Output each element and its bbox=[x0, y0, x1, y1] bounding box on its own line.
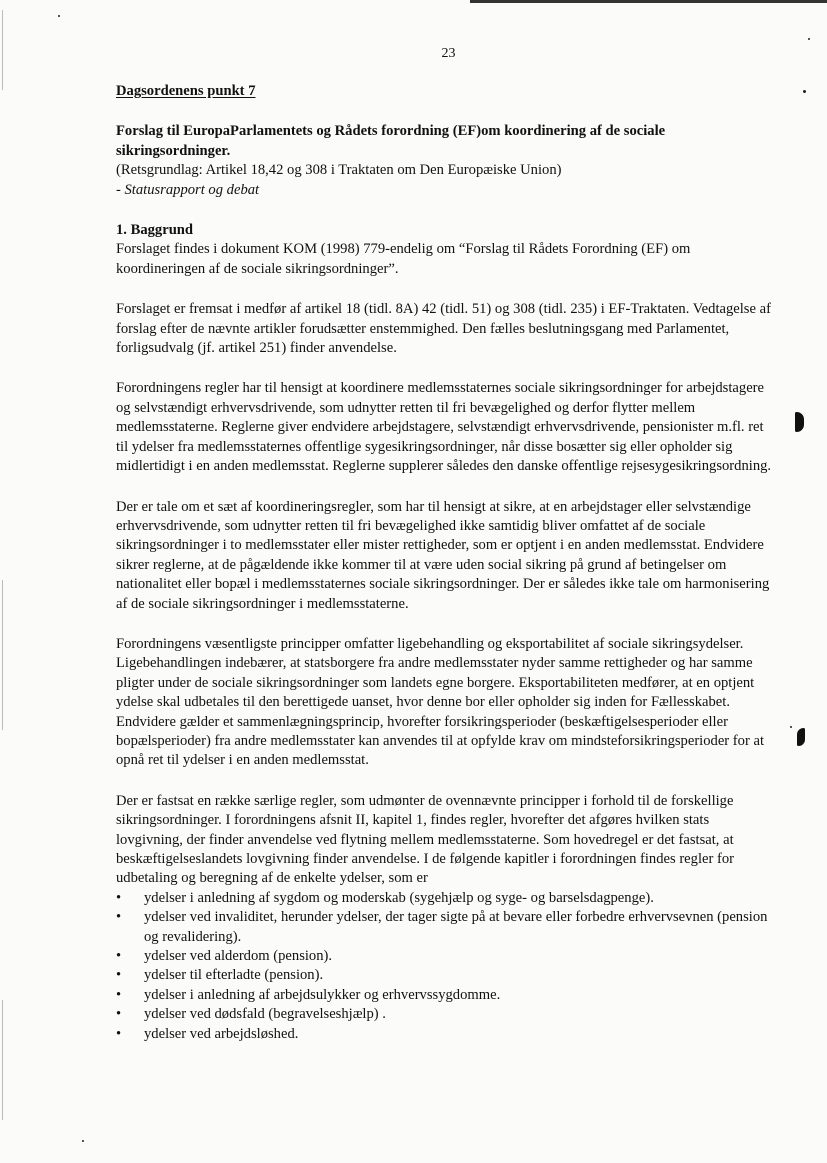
scan-speck bbox=[82, 1140, 84, 1142]
list-item: • ydelser til efterladte (pension). bbox=[116, 966, 776, 985]
scan-edge-mark bbox=[2, 580, 3, 730]
scan-speck bbox=[808, 38, 810, 40]
paragraph: Forordningens væsentligste principper omfatter ligebehandling og eksportabilitet af sociale sikringsydelser. Ligebehandlingen indebærer, at statsborgere fra andre medlemsstater nyder samme rettigheder og har samme pligter under de sociale sikringsordninger som landets egne borgere. Eksportabiliteten medfører, at en optjent ydelse skal udbetales til den berettigede uanset, hvor denne bor eller opholder sig inden for Fællesskabet. Endvidere gælder et sammenlægningsprincip, hvorefter forsikringsperioder (beskæftigelsesperioder eller bopælsperioder) fra andre medlemsstater kan anvendes til at opfylde krav om mindsteforsikringsperioder for at opnå ret til ydelser i en anden medlemsstat. bbox=[116, 635, 765, 769]
paragraph: Forslaget findes i dokument KOM (1998) 779-endelig om “Forslag til Rådets Forordning (EF) om koordineringen af de sociale sikringsordninger”. bbox=[116, 241, 691, 277]
proposal-subtitle: - Statusrapport og debat bbox=[116, 181, 260, 198]
list-item: • ydelser ved dødsfald (begravelseshjælp) . bbox=[116, 1005, 776, 1024]
proposal-title: Forslag til EuropaParlamentets og Rådets forordning (EF)om koordinering af de sociale sikringsordninger. bbox=[116, 123, 666, 159]
benefit-list bbox=[116, 889, 776, 1044]
list-item: • ydelser i anledning af arbejdsulykker og erhvervssygdomme. bbox=[116, 986, 776, 1005]
list-item: • ydelser i anledning af sygdom og moderskab (sygehjælp og syge- og barselsdagpenge). bbox=[116, 889, 776, 908]
list-item: • ydelser ved invaliditet, herunder ydelser, der tager sigte på at bevare eller forbedre erhvervsevnen (pension og revalidering). bbox=[116, 908, 776, 947]
paragraph: Der er fastsat en række særlige regler, som udmønter de ovennævnte principper i forhold til de forskellige sikringsordninger. I forordningens afsnit II, kapitel 1, findes regler, hvorefter det afgøres hvilken stats lovgivning, der finder anvendelse ved flytning mellem medlemsstaterne. Som hovedregel er det fastsat, at beskæftigelseslandets lovgivning finder anvendelse. I de følgende kapitler i forordningen findes regler for udbetaling og beregning af de enkelte ydelser, som er bbox=[116, 792, 735, 887]
paragraph: Forordningens regler har til hensigt at koordinere medlemsstaternes sociale sikringsordninger for arbejdstagere og selvstændigt erhvervsdrivende, som udnytter retten til fri bevægelighed og derfor flytter mellem medlemsstaterne. Reglerne giver endvidere arbejdstagere, selvstændigt erhvervsdrivende, pensionister m.fl. ret til ydelser fra medlemsstaternes offentlige sygesikringsordninger, når disse bosætter sig eller opholder sig midlertidigt i en anden medlemsstat. Reglerne supplerer således den danske offentlige rejsesygesikringsordning. bbox=[116, 380, 772, 475]
scan-speck bbox=[58, 15, 60, 17]
scan-speck bbox=[803, 90, 806, 93]
scan-speck bbox=[790, 726, 792, 728]
document-body bbox=[116, 82, 776, 1044]
scan-artifact bbox=[795, 412, 804, 432]
page-number: 23 bbox=[441, 46, 456, 61]
scan-artifact bbox=[797, 728, 805, 746]
paragraph: Forslaget er fremsat i medfør af artikel 18 (tidl. 8A) 42 (tidl. 51) og 308 (tidl. 235) i EF-Traktaten. Vedtagelse af forslag efter de nævnte artikler forudsætter enstemmighed. Den fælles beslutningsgang med Parlamentet, forligsudvalg (jf. artikel 251) finder anvendelse. bbox=[116, 301, 771, 357]
scan-edge-mark bbox=[2, 1000, 3, 1120]
list-item: • ydelser ved alderdom (pension). bbox=[116, 947, 776, 966]
top-scan-rule bbox=[470, 0, 827, 3]
paragraph: Der er tale om et sæt af koordineringsregler, som har til hensigt at sikre, at en arbejdstager eller selvstændige erhvervsdrivende, som udnytter retten til fri bevægelighed ikke samtidig bliver omfattet af de sociale sikringsordninger i to medlemsstater eller mister rettigheder, som er optjent i en anden medlemsstat. Endvidere sikrer reglerne, at de pågældende ikke kommer til at være uden social sikring på grund af betingelser om nationalitet eller bopæl i medlemsstaternes sociale sikringsordninger. Der er således ikke tale om harmonisering af de sociale sikringsordninger i medlemsstaterne. bbox=[116, 498, 770, 612]
legal-basis: (Retsgrundlag: Artikel 18,42 og 308 i Traktaten om Den Europæiske Union) bbox=[116, 162, 562, 179]
agenda-heading: Dagsordenens punkt 7 bbox=[116, 83, 256, 99]
section-heading: 1. Baggrund bbox=[116, 222, 194, 239]
list-item: • ydelser ved arbejdsløshed. bbox=[116, 1025, 776, 1044]
